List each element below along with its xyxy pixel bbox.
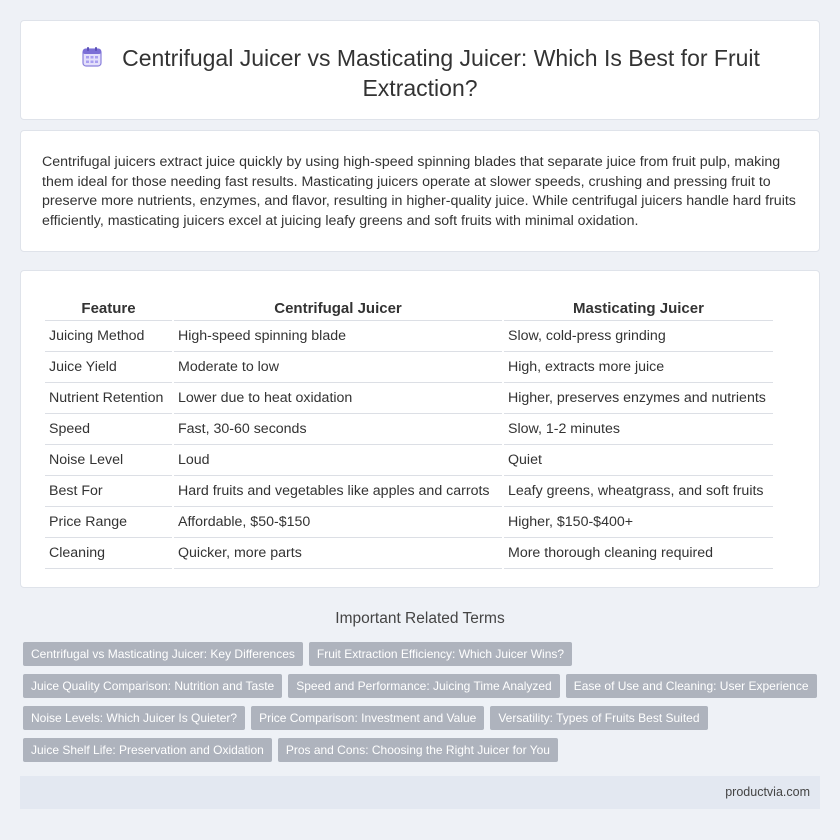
page-title: Centrifugal Juicer vs Masticating Juicer: Which Is Best for Fruit Extraction? <box>122 45 760 101</box>
intro-paragraph: Centrifugal juicers extract juice quickly by using high-speed spinning blades that separate juice from fruit pulp, making them ideal for those needing fast results. Masticating juicers operate at slower speeds, crushing and pressing fruit to preserve more nutrients, enzymes, and flavor, resulting in higher-quality juice. While centrifugal juicers handle hard fruits efficiently, masticating juicers excel at juicing leafy greens and soft fruits with minimal oxidation. <box>42 154 796 229</box>
related-term-tag[interactable]: Centrifugal vs Masticating Juicer: Key Differences <box>23 642 303 666</box>
header-card <box>20 20 820 120</box>
related-term-tag[interactable]: Versatility: Types of Fruits Best Suited <box>490 706 707 730</box>
related-term-tag[interactable]: Speed and Performance: Juicing Time Analyzed <box>288 674 559 698</box>
title-wrap <box>21 43 819 103</box>
table-row <box>45 507 773 538</box>
related-term-tag[interactable]: Price Comparison: Investment and Value <box>251 706 484 730</box>
table-header-row <box>45 297 773 321</box>
header-centrifugal: Centrifugal Juicer <box>174 297 502 321</box>
comparison-card <box>20 270 820 588</box>
masticating-cell: Slow, 1-2 minutes <box>504 414 773 445</box>
tag-row <box>23 706 823 738</box>
centrifugal-cell: Hard fruits and vegetables like apples and carrots <box>174 476 502 507</box>
site-link[interactable]: productvia.com <box>725 785 810 799</box>
table-row <box>45 445 773 476</box>
table-row <box>45 383 773 414</box>
related-term-tag[interactable]: Fruit Extraction Efficiency: Which Juicer Wins? <box>309 642 572 666</box>
intro-card <box>20 130 820 252</box>
centrifugal-cell: High-speed spinning blade <box>174 321 502 352</box>
header-feature: Feature <box>45 297 172 321</box>
feature-cell: Speed <box>45 414 172 445</box>
centrifugal-cell: Quicker, more parts <box>174 538 502 569</box>
feature-cell: Price Range <box>45 507 172 538</box>
table-row <box>45 538 773 569</box>
masticating-cell: Leafy greens, wheatgrass, and soft fruits <box>504 476 773 507</box>
footer-bar <box>20 776 820 809</box>
feature-cell: Nutrient Retention <box>45 383 172 414</box>
comparison-table <box>43 297 775 569</box>
feature-cell: Best For <box>45 476 172 507</box>
centrifugal-cell: Lower due to heat oxidation <box>174 383 502 414</box>
masticating-cell: Higher, $150-$400+ <box>504 507 773 538</box>
header-masticating: Masticating Juicer <box>504 297 773 321</box>
feature-cell: Juicing Method <box>45 321 172 352</box>
feature-cell: Juice Yield <box>45 352 172 383</box>
table-row <box>45 321 773 352</box>
calendar-icon <box>80 45 104 69</box>
feature-cell: Noise Level <box>45 445 172 476</box>
table-row <box>45 352 773 383</box>
centrifugal-cell: Loud <box>174 445 502 476</box>
centrifugal-cell: Fast, 30-60 seconds <box>174 414 502 445</box>
masticating-cell: More thorough cleaning required <box>504 538 773 569</box>
table-row <box>45 476 773 507</box>
masticating-cell: High, extracts more juice <box>504 352 773 383</box>
feature-cell: Cleaning <box>45 538 172 569</box>
masticating-cell: Higher, preserves enzymes and nutrients <box>504 383 773 414</box>
table-row <box>45 414 773 445</box>
related-terms-list <box>23 642 823 770</box>
centrifugal-cell: Moderate to low <box>174 352 502 383</box>
tag-row <box>23 738 823 770</box>
tag-row <box>23 674 823 706</box>
related-term-tag[interactable]: Ease of Use and Cleaning: User Experience <box>566 674 817 698</box>
centrifugal-cell: Affordable, $50-$150 <box>174 507 502 538</box>
related-term-tag[interactable]: Noise Levels: Which Juicer Is Quieter? <box>23 706 245 730</box>
related-term-tag[interactable]: Juice Shelf Life: Preservation and Oxidation <box>23 738 272 762</box>
masticating-cell: Quiet <box>504 445 773 476</box>
related-term-tag[interactable]: Pros and Cons: Choosing the Right Juicer for You <box>278 738 558 762</box>
related-term-tag[interactable]: Juice Quality Comparison: Nutrition and Taste <box>23 674 282 698</box>
related-terms-heading: Important Related Terms <box>335 610 505 627</box>
masticating-cell: Slow, cold-press grinding <box>504 321 773 352</box>
tag-row <box>23 642 823 674</box>
